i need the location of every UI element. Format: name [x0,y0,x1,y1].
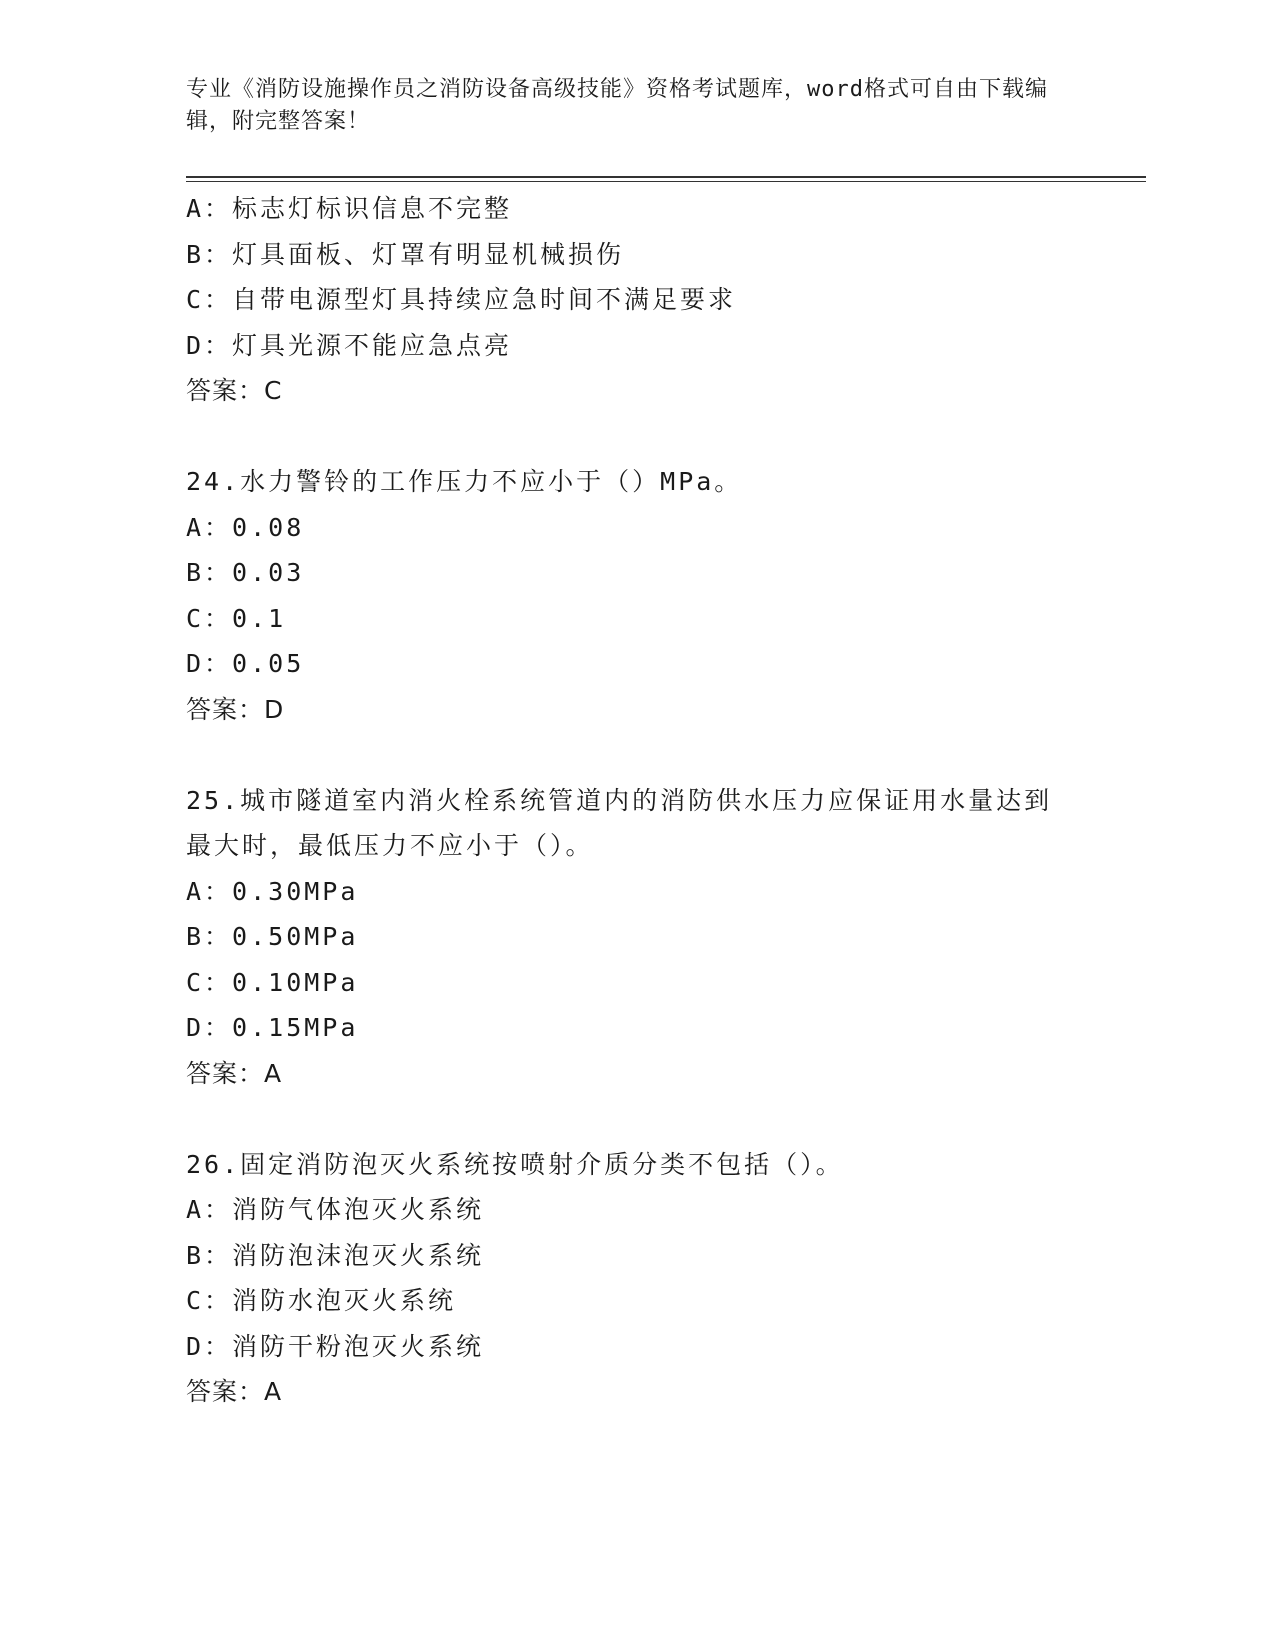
question-block-24 [186,459,1086,732]
option-c: C：0.1 [186,603,287,633]
question-text: 25.城市隧道室内消火栓系统管道内的消防供水压力应保证用水量达到最大时，最低压力不应小于（）。 [186,785,1053,860]
option-b: B：0.03 [186,558,305,587]
option-c: C：0.10MPa [186,967,359,997]
question-block-26 [186,1142,1086,1415]
option-b: B：0.50MPa [186,922,359,951]
option-c: C：自带电源型灯具持续应急时间不满足要求 [186,285,737,314]
spacer [186,414,1086,460]
document-header: 专业《消防设施操作员之消防设备高级技能》资格考试题库，word格式可自由下载编辑，附完整答案！ [186,77,1048,134]
question-list [186,186,1086,1415]
option-b: B：灯具面板、灯罩有明显机械损伤 [186,239,625,269]
question-text: 24.水力警铃的工作压力不应小于（）MPa。 [186,467,743,496]
option-a: A：标志灯标识信息不完整 [186,194,513,223]
spacer [186,732,1086,778]
option-a: A：0.08 [186,512,305,542]
spacer [186,1096,1086,1142]
option-d: D：0.15MPa [186,1013,359,1042]
answer-text: 答案：A [186,1377,283,1406]
question-block-23 [186,186,1086,414]
header-divider [186,176,1146,182]
question-text: 26.固定消防泡灭火系统按喷射介质分类不包括（）。 [186,1149,844,1179]
answer-text: 答案：A [186,1058,283,1088]
question-block-25 [186,778,1086,1097]
option-d: D：灯具光源不能应急点亮 [186,330,513,360]
option-a: A：0.30MPa [186,876,359,906]
answer-text: 答案：D [186,694,285,724]
option-c: C：消防水泡灭火系统 [186,1286,457,1315]
option-d: D：消防干粉泡灭火系统 [186,1331,485,1361]
option-b: B：消防泡沫泡灭火系统 [186,1240,485,1270]
option-a: A：消防气体泡灭火系统 [186,1195,485,1224]
option-d: D：0.05 [186,649,305,678]
answer-text: 答案：C [186,376,283,405]
